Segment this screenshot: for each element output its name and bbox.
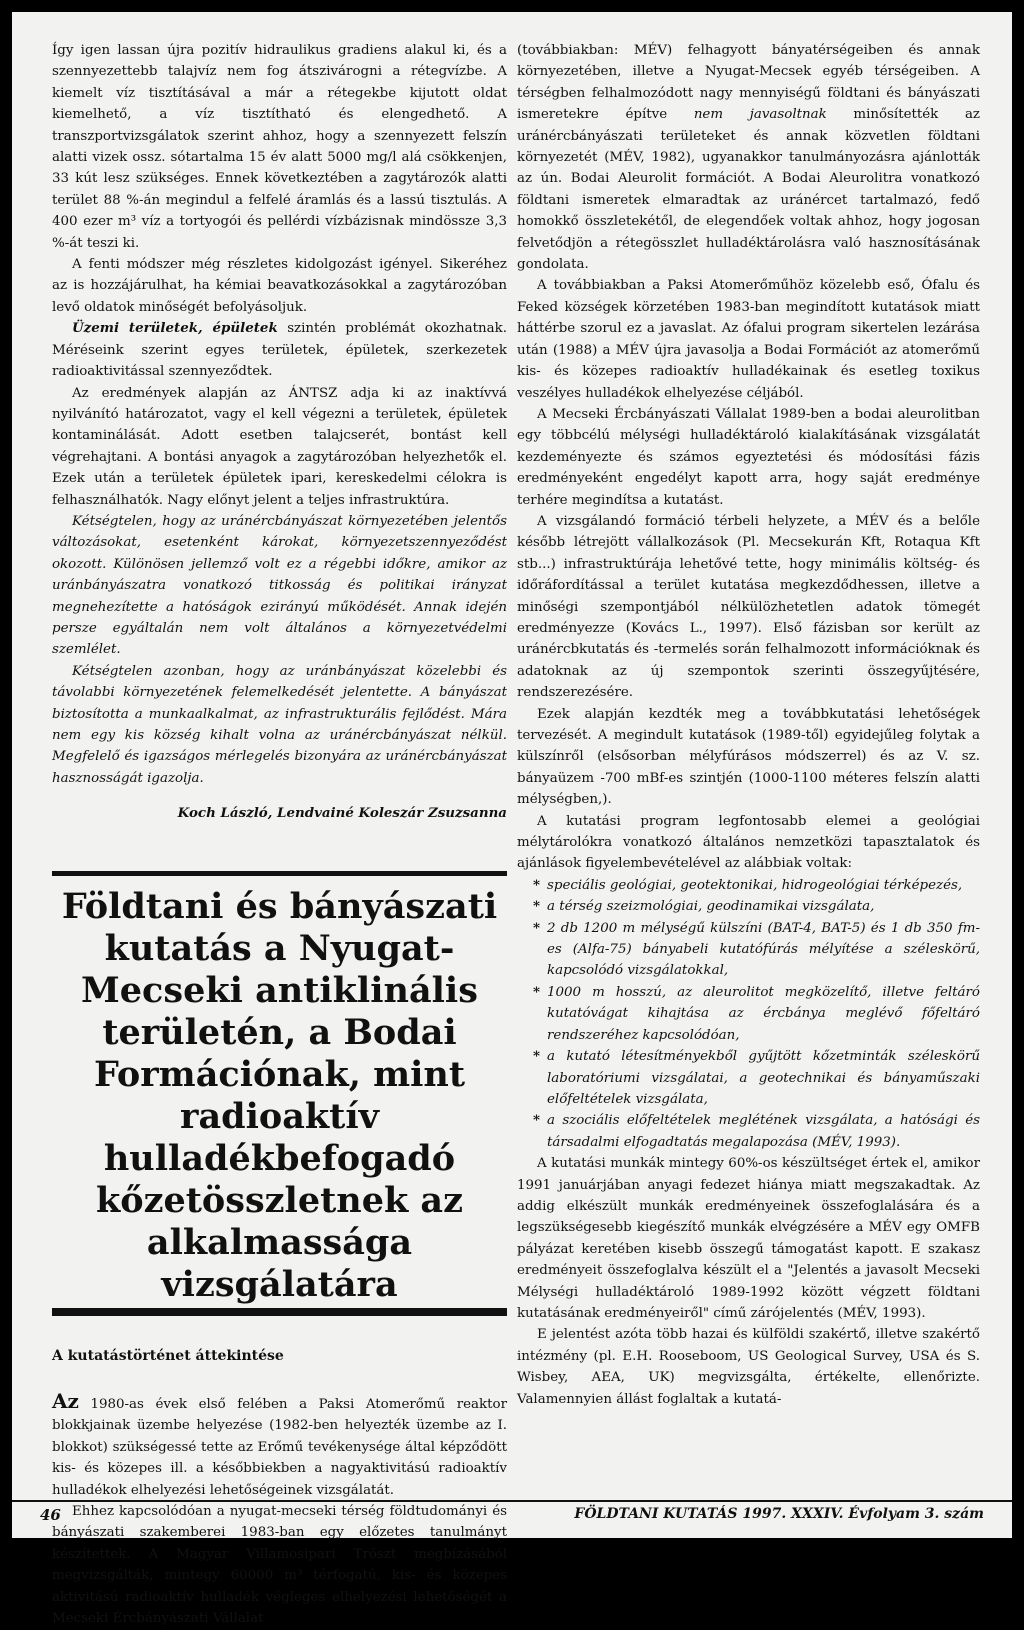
initial-word: Az — [52, 1389, 79, 1414]
paragraph: Ezek alapján kezdték meg a továbbkutatási lehetőségek tervezését. A megindult kutatások (1989-től) egyidejűleg folytak a külszínről (elsősorban mélyfúrásos módszerrel) és az V. sz. bányaüzem -700 mBf-es szintjén (1000-1100 méteres felszín alatti mélységben,). — [517, 706, 980, 808]
italic-paragraph: Kétségtelen azonban, hogy az uránbányászat közelebbi és távolabbi környezetének felemelkedését jelentette. A bányászat biztosította a munkaalkalmat, az infrastrukturális fejlődést. Mára nem egy kis község kihalt volna az uránércbányászat nélkül. Megfelelő és igazságos mérlegelés bizonyára az uránércbányászat hasznosságát igazolja. — [52, 663, 507, 786]
section-heading: A kutatástörténet áttekintése — [52, 1347, 284, 1364]
list-item: * speciális geológiai, geotektonikai, hidrogeológiai térképezés, — [527, 875, 980, 896]
inline-italic-phrase: Üzemi területek, épületek — [72, 320, 278, 337]
list-item: * 1000 m hosszú, az aleurolitot megközelítő, illetve feltáró kutatóvágat kihajtása az ércbánya meglévő főfeltáró rendszeréhez kapcsolódóan, — [527, 982, 980, 1046]
paragraph: A továbbiakban a Paksi Atomerőműhöz közelebb eső, Ófalu és Feked községek körzetében 1983-ban megindított kutatások miatt háttérbe szorul ez a javaslat. Az ófalui program sikertelen lezárása után (1988) a MÉV újra javasolja a Bodai Formációt az atomerőmű kis- és közepes radioaktív hulladékainak és esetleg toxikus veszélyes hulladékok elhelyezése céljából. — [517, 278, 980, 401]
paragraph-text: 1980-as évek első felében a Paksi Atomerőmű reaktor blokkjainak üzembe helyezése (1982-ben helyezték üzembe az I. blokkot) szükségessé tette az Erőmű tevékenysége által képződött kis- és közepes ill. a későbbiekben a nagyaktivitású radioaktív hulladékok elhelyezési lehetőségeinek vizsgálatát. — [52, 1397, 507, 1498]
journal-page — [12, 12, 1012, 1627]
paragraph: E jelentést azóta több hazai és külföldi szakértő, illetve szakértő intézmény (pl. E.H. Rooseboom, US Geological Survey, USA és S. Wisbey, AEA, UK) megvizsgálta, értékelte, ellenőrizte. Valamennyien állást foglaltak a kutatá- — [517, 1327, 980, 1407]
italic-paragraph: Kétségtelen, hogy az uránércbányászat környezetében jelentős változásokat, esetenként károkat, környezetszennyeződést okozott. Különösen jellemző volt ez a régebbi időkre, amikor az uránbányászatra vonatkozó titkosság és politikai irányzat megnehezítette a hatóságok ezirányú működését. Annak idején persze egyáltalán nem volt általános a környezetvédelmi szemlélet. — [52, 513, 507, 658]
paragraph: A kutatási munkák mintegy 60%-os készültséget értek el, amikor 1991 januárjában anyagi fedezet hiánya miatt megszakadtak. Az addig elkészült munkák eredményeinek összefoglalására és a legszükségesebb kiegészítő munkák elvégzésére a MÉV egy OMFB pályázat keretében kisebb összegű támogatást kapott. E szakasz eredményeit összefoglalva készült el a "Jelentés a javasolt Mecseki Mélységi hulladéktároló 1989-1992 között végzett földtani kutatásának eredményeiről" című zárójelentés (MÉV, 1993). — [517, 1156, 980, 1321]
paragraph-text: minősítették az uránércbányászati területeket és annak közvetlen földtani környezetét (MÉV, 1982), ugyanakkor tanulmányozásra ajánlották az ún. Bodai Aleurolit formációt. A Bodai Aleurolitra vonatkozó földtani ismeretek elmaradtak az uránércet tartalmazó, fedő homokkő összletekétől, de elegendőek voltak ahhoz, hogy jogosan felvetődjön a rétegösszlet hulladéktárolásra való hasznosításának gondolata. — [517, 107, 980, 273]
paragraph — [52, 1391, 507, 1501]
paragraph: A kutatási program legfontosabb elemei a geológiai mélytárolókra vonatkozó általános nemzetközi tapasztalatok és ajánlások figyelembevételével az alábbiak voltak: — [517, 813, 980, 872]
paragraph: A fenti módszer még részletes kidolgozást igényel. Sikeréhez az is hozzájárulhat, ha kémiai beavatkozásokkal a zagytározóban levő oldatok minőségét befolyásoljuk. — [52, 257, 507, 315]
title-rule-bottom — [52, 1308, 507, 1316]
right-column — [517, 40, 980, 1410]
paragraph — [517, 40, 980, 275]
paragraph — [52, 318, 507, 382]
list-item: * a kutató létesítményekből gyűjtött kőzetminták széleskörű laboratóriumi vizsgálatai, a geotechnikai és bányaműszaki előfeltételek vizsgálata, — [527, 1046, 980, 1110]
paragraph-text: (továbbiakban: MÉV) felhagyott bányatérségeiben és annak környezetében, illetve a Nyugat-Mecsek egyéb térségeiben. A térségben felhalmozódott nagy mennyiségű földtani és bányászati ismeretekre építve — [517, 43, 980, 123]
page-number: 46 — [40, 1506, 61, 1524]
paragraph-text: szintén problémát okozhatnak. Méréseink szerint egyes területek, épületek, szerkezetek radioaktivitással szennyeződtek. — [52, 321, 507, 380]
footer-rule — [12, 1500, 1012, 1502]
paragraph: Az eredmények alapján az ÁNTSZ adja ki az inaktívvá nyilvánító határozatot, vagy el kell végezni a területek, épületek kontaminálását. Adott esetben talajcserét, bontást kell végrehajtani. A bontási anyagok a zagytározóban helyezhetők el. Ezek után a területek épületek ipari, kereskedelmi célokra is felhasználhatók. Nagy előnyt jelent a teljes infrastruktúra. — [52, 385, 507, 508]
list-item: * a szociális előfeltételek meglétének vizsgálata, a hatósági és társadalmi elfogadtatás megalapozása (MÉV, 1993). — [527, 1110, 980, 1153]
list-item: * 2 db 1200 m mélységű külszíni (BAT-4, BAT-5) és 1 db 350 fm-es (Alfa-75) bányabeli kutatófúrás mélyítése a széleskörű, kapcsolódó vizsgálatokkal, — [527, 918, 980, 982]
paragraph: Ehhez kapcsolódóan a nyugat-mecseki térség földtudományi és bányászati szakemberei 1983-ban egy előzetes tanulmányt készítettek. A Magyar Villamosipari Tröszt megbízásából megvizsgálták, mintegy 60000 m³ térfogatú, kis- és közepes aktivitású radioaktív hulladék végleges elhelyezési lehetőségét a Mecseki Ércbányászati Vállalat — [52, 1504, 507, 1627]
inline-italic-phrase: nem javasoltnak — [693, 107, 827, 123]
journal-running-footer: FÖLDTANI KUTATÁS 1997. XXXIV. Évfolyam 3. szám — [574, 1506, 984, 1522]
research-program-list — [527, 875, 980, 1153]
article-title: Földtani és bányászati kutatás a Nyugat-Mecseki antiklinális területén, a Bodai Formációnak, mint radioaktív hulladékbefogadó kőzetösszletnek az alkalmassága vizsgálatára — [61, 885, 498, 1305]
paragraph: A vizsgálandó formáció térbeli helyzete, a MÉV és a belőle később létrejött vállalkozások (Pl. Mecsekurán Kft, Rotaqua Kft stb...) infrastruktúrája lehetővé tette, hogy minimális költség- és időráfordítással a terület kutatása megkezdődhessen, illetve a minőségi szempontjából nélkülözhetetlen adatok tömegét eredményezze (Kovács L., 1997). Első fázisban sor került az uránércbkutatás és -termelés során felhalmozott információknak és adatoknak az új szempontok szerinti összegyűjtésére, rendszerezésére. — [517, 513, 980, 701]
left-column — [52, 40, 507, 1630]
article-author: Koch László, Lendvainé Koleszár Zsuzsanna — [177, 805, 507, 822]
title-rule-top — [52, 871, 507, 876]
list-item: * a térség szeizmológiai, geodinamikai vizsgálata, — [527, 896, 980, 917]
paragraph: Így igen lassan újra pozitív hidraulikus gradiens alakul ki, és a szennyezettebb talajvíz nem fog átszivárogni a rétegvízbe. A kiemelt víz tisztításával a már a rétegekbe kijutott oldat kiemelhető, a víz tisztítható és elengedhető. A transzportvizsgálatok szerint ahhoz, hogy a szennyezett felszín alatti vizek ossz. sótartalma 15 év alatt 5000 mg/l alá csökkenjen, 33 kút lesz szükséges. Ennek következtében a zagytározók alatti terület 88 %-án megindul a felfelé áramlás és a lassú tisztulás. A 400 ezer m³ víz a tortyogói és pellérdi vízbázisnak mindössze 3,3 %-át teszi ki. — [52, 43, 507, 251]
paragraph: A Mecseki Ércbányászati Vállalat 1989-ben a bodai aleurolitban egy többcélú mélységi hulladéktároló kialakításának vizsgálatát kezdeményezte és számos egyeztetési és módosítási fázis eredményeként engedélyt kapott arra, hogy saját eredménye terhére megindítsa a kutatást. — [517, 406, 980, 508]
